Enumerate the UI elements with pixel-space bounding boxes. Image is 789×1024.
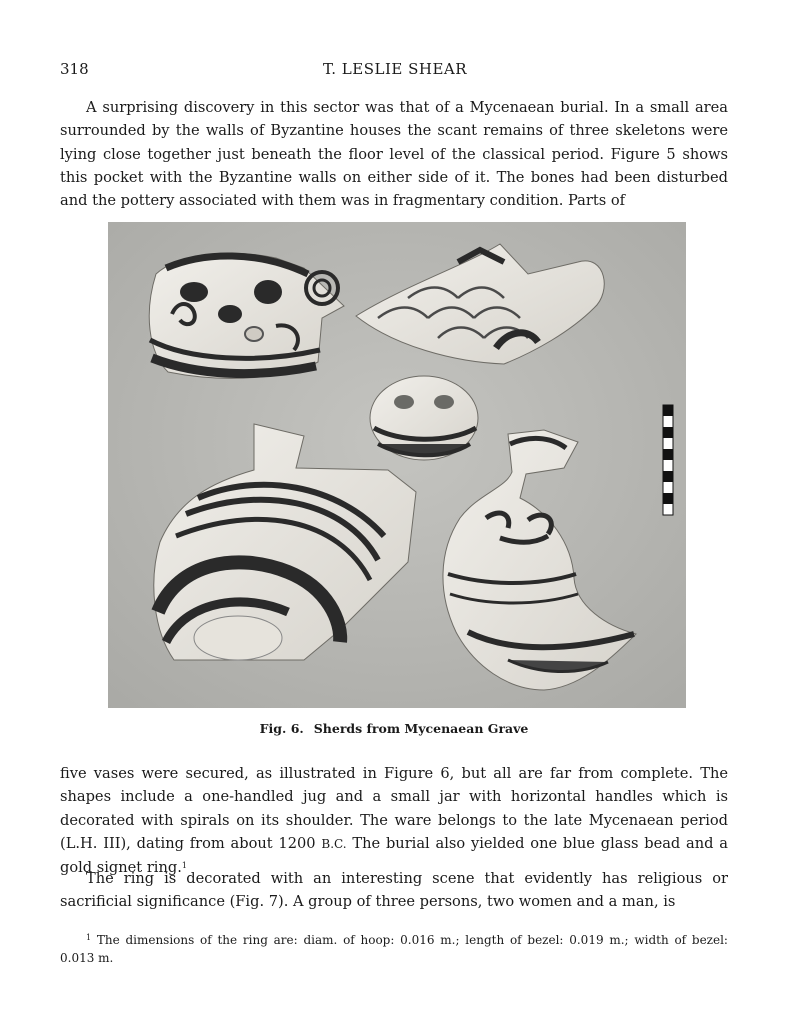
footnote-text: The dimensions of the ring are: diam. of hoop: 0.016 m.; length of bezel: 0.019 m.; width of bezel: 0.013 m. bbox=[60, 933, 728, 965]
page-header bbox=[60, 60, 730, 84]
figure-photograph bbox=[108, 222, 686, 708]
figure-caption bbox=[60, 721, 728, 736]
figure-label: Fig. 6. bbox=[259, 721, 304, 736]
body-paragraph-1 bbox=[60, 96, 728, 212]
footnote bbox=[60, 931, 728, 967]
body-paragraph-2 bbox=[60, 762, 728, 879]
footnote-mark: 1 bbox=[86, 933, 92, 942]
figure-title: Sherds from Mycenaean Grave bbox=[313, 721, 529, 736]
small-jar bbox=[370, 376, 478, 460]
paragraph-2-text-a: five vases were secured, as illustrated in Figure 6, but all are far from complete. The shapes include a one-handled jug and a small jar with horizontal handles which is decorated with spirals on its shoulder. The ware belongs to the late Mycenaean period (L.H. III), dating from about 1200 bbox=[60, 765, 728, 852]
footnote-reference[interactable]: 1 bbox=[181, 861, 187, 871]
page-number: 318 bbox=[60, 60, 89, 78]
paragraph-3-text: The ring is decorated with an interesting scene that evidently has religious or sacrificial significance (Fig. 7). A group of three persons, two women and a man, is bbox=[60, 870, 728, 911]
body-paragraph-3 bbox=[60, 867, 728, 914]
paragraph-2-era: B.C. bbox=[321, 836, 347, 851]
scale-bar bbox=[663, 405, 673, 515]
paragraph-1-text: A surprising discovery in this sector was that of a Mycenaean burial. In a small area surrounded by the walls of Byzantine houses the scant remains of three skeletons were lying close together just beneath the floor level of the classical period. Figure 5 shows this pocket with the Byzantine walls on either side of it. The bones had been disturbed and the pottery associated with them was in fragmentary condition. Parts of bbox=[60, 99, 728, 210]
jar-sherd-with-spirals bbox=[149, 253, 344, 378]
paragraph-2-text-b: The burial also yielded one blue glass bead and a gold signet ring. bbox=[60, 834, 728, 877]
running-head: T. LESLIE SHEAR bbox=[322, 60, 468, 78]
